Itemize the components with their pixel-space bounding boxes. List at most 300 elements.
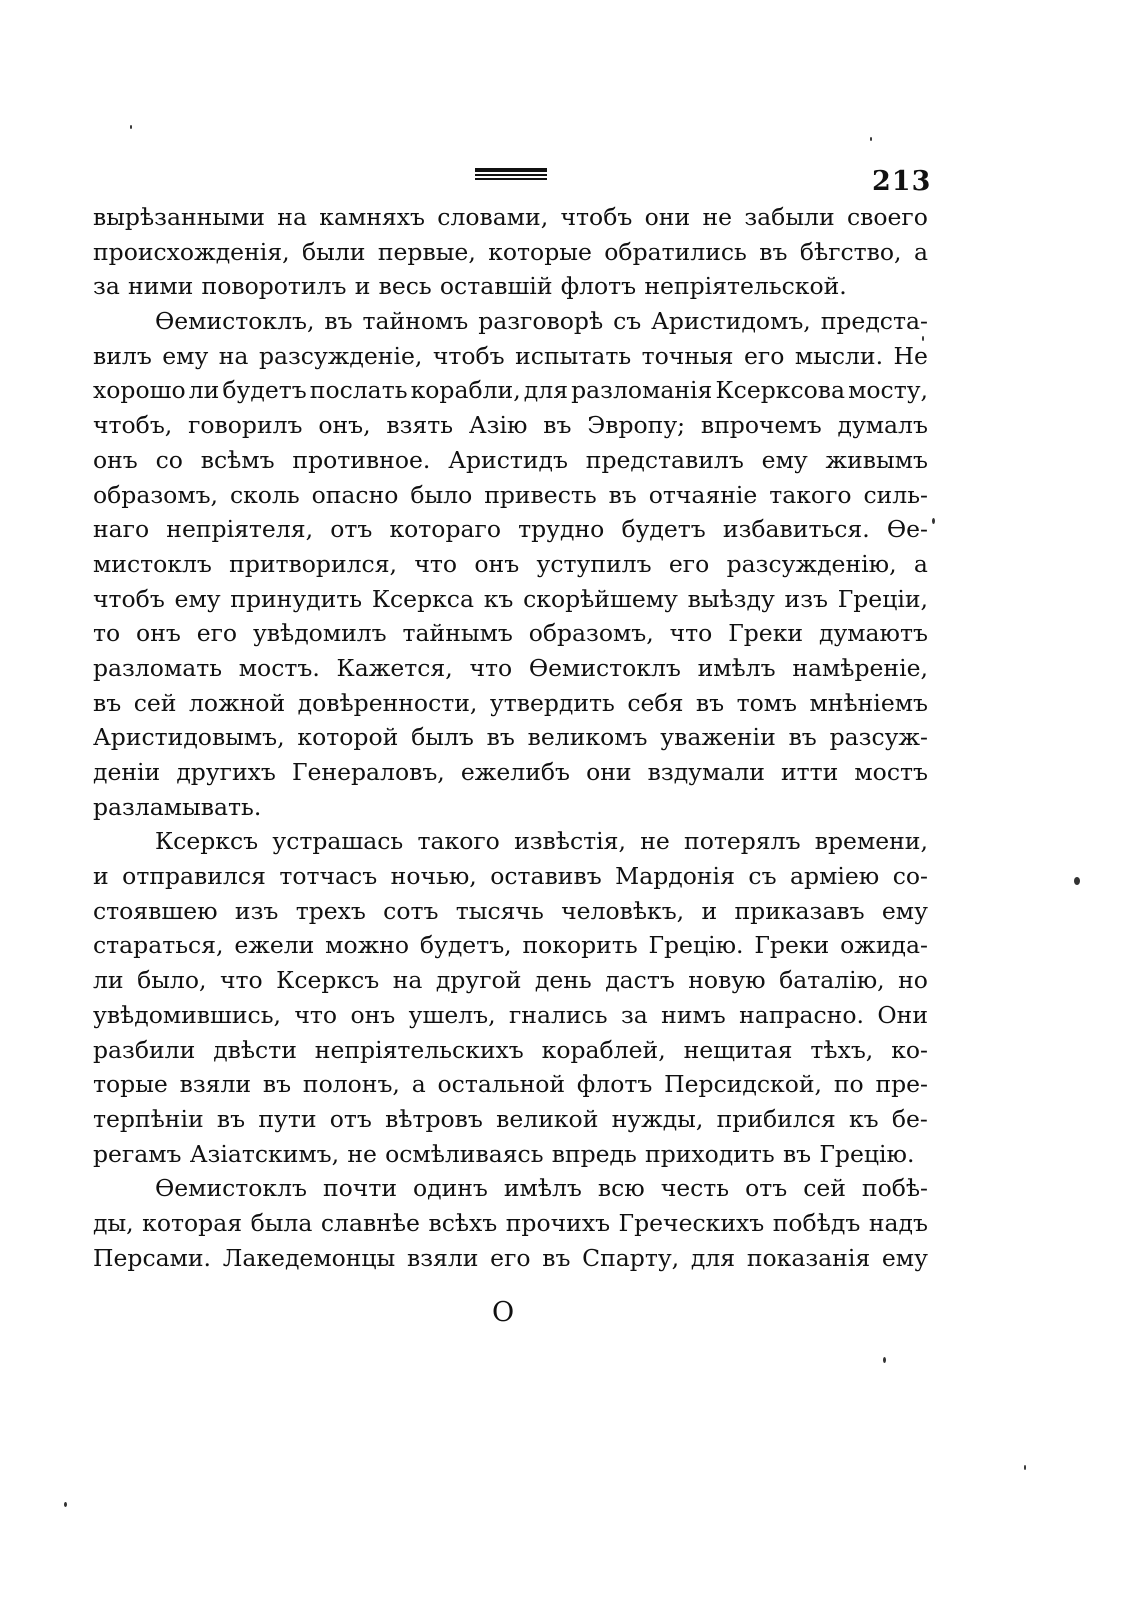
word: котораго (389, 515, 501, 544)
word: со (155, 445, 183, 474)
word: его (196, 619, 238, 648)
word: за (620, 1000, 648, 1029)
word: ему (881, 1243, 928, 1272)
word: въ (782, 1139, 812, 1168)
word: сколь (229, 480, 300, 509)
word: весь (378, 272, 432, 301)
text-line (93, 616, 928, 651)
word: Аристидовымъ, (93, 723, 285, 752)
print-speck (1024, 1465, 1026, 1470)
word: опасно (311, 480, 399, 509)
word: было, (137, 966, 207, 995)
word: Греки (728, 619, 804, 648)
print-speck (870, 137, 872, 141)
word: въ (542, 1243, 571, 1272)
word: нещитая (683, 1035, 793, 1064)
word: разсужденію, (726, 549, 897, 578)
word: ему (881, 896, 928, 925)
word: нимъ (661, 1000, 726, 1029)
text-line (93, 998, 928, 1033)
word: мостъ. (238, 653, 320, 682)
word: онъ (136, 619, 181, 648)
word: а (913, 237, 928, 266)
word: ежелибъ (460, 758, 570, 786)
word: Лакедемонцы (222, 1243, 396, 1272)
word: впрочемъ (700, 411, 822, 440)
word: впредь (551, 1139, 637, 1168)
word: будетъ, (419, 931, 512, 960)
word: всѣмъ (200, 445, 275, 474)
word: всю (597, 1174, 645, 1203)
word: разбили (93, 1035, 196, 1064)
word: поворотилъ (201, 272, 347, 301)
word: въ (324, 307, 353, 336)
word: имѣлъ (503, 1174, 582, 1203)
text-line (93, 547, 928, 582)
word: происхожденія, (93, 237, 290, 266)
text-line (93, 512, 928, 547)
text-line (93, 1241, 928, 1276)
word: по (833, 1070, 864, 1099)
word: ними (128, 272, 194, 301)
rule-line-middle (475, 174, 547, 176)
word: трудно (518, 515, 605, 544)
word: намѣреніе, (792, 653, 928, 682)
text-line (93, 443, 928, 478)
text-line (93, 720, 928, 755)
word: образомъ, (528, 619, 654, 648)
catchword: О (492, 1297, 515, 1328)
word: Ксерксова (715, 376, 846, 405)
word: но (898, 966, 928, 995)
word: разсуж- (829, 723, 928, 752)
word: съ (748, 862, 777, 891)
word: остальной (437, 1070, 566, 1099)
word: взять (386, 411, 454, 440)
word: обратились (604, 237, 747, 266)
word: чтобъ (560, 203, 633, 231)
word: онъ (474, 549, 520, 578)
word: Спарту, (582, 1243, 680, 1272)
word: ложной (188, 688, 286, 717)
text-line (93, 894, 928, 929)
word: приходить (645, 1139, 775, 1168)
word: тайномъ (362, 307, 469, 336)
word: ему (761, 445, 808, 474)
word: мистоклъ (93, 549, 212, 578)
word: вздумали (647, 758, 765, 786)
word: флотъ (560, 272, 637, 301)
word: на (218, 341, 249, 370)
word: Персами. (93, 1243, 212, 1272)
word: стоявшею (93, 896, 218, 925)
word: которые (488, 237, 592, 266)
word: что (219, 966, 263, 995)
word: надъ (868, 1208, 928, 1237)
word: говорилъ (188, 411, 303, 440)
word: мнѣніемъ (809, 688, 928, 717)
word: къ (848, 1104, 879, 1133)
word: сей (803, 1174, 846, 1203)
word: вырѣзанными (93, 203, 265, 231)
word: день (534, 966, 592, 995)
word: притворился, (229, 549, 398, 578)
text-line (93, 755, 928, 790)
word: въ (216, 1104, 246, 1133)
word: они (586, 758, 632, 786)
print-speck (883, 1357, 886, 1363)
word: утвердить (489, 688, 615, 717)
word: Ѳемистоклъ (528, 653, 681, 682)
word: въ (608, 480, 637, 509)
word: вѣтровъ (385, 1104, 483, 1133)
word: непріятельскихъ (314, 1035, 524, 1064)
word: Греческихъ (618, 1208, 765, 1237)
rule-line-top (475, 168, 547, 172)
word: словами, (437, 203, 549, 231)
word: представилъ (585, 445, 744, 474)
word: отправился (122, 862, 266, 891)
word: Не (893, 341, 928, 370)
word: привесть (484, 480, 597, 509)
paragraph-first-line (93, 1171, 928, 1206)
word: въ (262, 1070, 292, 1099)
word: Грецію. (648, 931, 744, 960)
word: въ (93, 688, 122, 717)
word: можно (325, 931, 410, 960)
word: Ксеркса (371, 584, 474, 613)
word: Грецію. (819, 1139, 915, 1168)
word: разломать (93, 653, 223, 682)
text-line (93, 686, 928, 721)
text-line (93, 269, 928, 304)
word: для (690, 1243, 736, 1272)
word: своего (846, 203, 928, 231)
text-line (93, 1033, 928, 1068)
word: Аристидомъ, (651, 307, 811, 336)
word: двѣсти (213, 1035, 297, 1064)
word: выѣзду (687, 584, 775, 613)
word: къ (483, 584, 514, 613)
word: въ (543, 411, 572, 440)
word: въ (759, 237, 788, 266)
word: устрашась (272, 827, 404, 856)
word: Азіатскимъ, (189, 1139, 340, 1168)
word: въ (486, 723, 515, 752)
word: корабли, (410, 376, 521, 405)
word: непріятельской. (644, 272, 847, 301)
word: напрасно. (739, 1000, 864, 1029)
word: камняхъ (319, 203, 425, 231)
word: ушелъ, (408, 1000, 496, 1029)
word: увѣдомилъ (252, 619, 387, 648)
word: потерялъ (684, 827, 801, 856)
word: взяли (179, 1070, 252, 1099)
text-line (93, 790, 928, 825)
word: а (913, 549, 928, 578)
word: была (250, 1208, 313, 1237)
word: довѣренности, (297, 688, 478, 717)
print-speck (932, 518, 935, 524)
word: другой (435, 966, 522, 995)
page-number: 213 (872, 166, 932, 197)
word: противное. (292, 445, 431, 474)
word: прочихъ (505, 1208, 611, 1237)
word: уваженіи (660, 723, 776, 752)
word: Азію (468, 411, 528, 440)
word: сотъ (383, 896, 439, 925)
word: ли (188, 376, 220, 405)
text-line (93, 1206, 928, 1241)
word: ко- (891, 1035, 928, 1064)
word: чтобъ (93, 584, 165, 613)
word: великой (496, 1104, 599, 1133)
word: томъ (736, 688, 798, 717)
word: отчаяніе (648, 480, 758, 509)
word: пути (258, 1104, 317, 1133)
word: мосту, (848, 376, 928, 405)
rule-line-bottom (475, 178, 547, 180)
word: оставивъ (490, 862, 602, 891)
word: на (392, 966, 423, 995)
word: что (669, 619, 713, 648)
word: флотъ (576, 1070, 653, 1099)
word: которой (297, 723, 399, 752)
word: силь- (863, 480, 928, 509)
text-line (93, 1067, 928, 1102)
text-line (93, 582, 928, 617)
word: Греціи, (837, 584, 928, 613)
word: отъ (745, 1174, 788, 1203)
word: баталію, (779, 966, 885, 995)
word: хорошо (93, 376, 186, 405)
word: такого (417, 827, 500, 856)
word: Ксерксъ (155, 827, 259, 856)
word: бе- (891, 1104, 928, 1133)
word: побѣ- (861, 1174, 928, 1203)
word: извѣстія, (514, 827, 626, 856)
word: съ (613, 307, 642, 336)
header-ornamental-rule (475, 168, 547, 182)
word: что (469, 653, 513, 682)
word: въ (788, 723, 817, 752)
word: разломанія (571, 376, 713, 405)
word: ему (174, 584, 221, 613)
word: наго (93, 515, 150, 544)
word: времени, (814, 827, 928, 856)
word: другихъ (176, 758, 276, 786)
word: регамъ (93, 1139, 182, 1168)
word: ли (93, 966, 124, 995)
text-line (93, 928, 928, 963)
word: полонъ, (302, 1070, 400, 1099)
text-line (93, 963, 928, 998)
word: трехъ (295, 896, 366, 925)
word: и (93, 862, 109, 891)
word: такого (769, 480, 852, 509)
word: разговорѣ (478, 307, 604, 336)
word: и (701, 896, 718, 925)
word: пре- (875, 1070, 928, 1099)
word: оставшій (439, 272, 553, 301)
word: то (93, 619, 121, 648)
print-speck (130, 125, 132, 129)
text-line (93, 1102, 928, 1137)
word: арміею (790, 862, 880, 891)
word: на (277, 203, 307, 231)
word: его (490, 1243, 531, 1272)
word: осмѣливаясь (385, 1139, 544, 1168)
paragraph-first-line (93, 824, 928, 859)
word: Персидской, (664, 1070, 822, 1099)
text-line (93, 1137, 928, 1172)
body-text (93, 200, 928, 1275)
word: мостъ (854, 758, 928, 786)
word: а (411, 1070, 426, 1099)
word: ды, (93, 1208, 134, 1237)
word: онъ, (318, 411, 371, 440)
word: одинъ (412, 1174, 488, 1203)
word: въ (695, 688, 725, 717)
word: онъ (350, 1000, 396, 1029)
word: Мардонія (615, 862, 735, 891)
print-speck (64, 1502, 67, 1507)
word: побѣдъ (772, 1208, 861, 1237)
word: чтобъ (432, 341, 505, 370)
word: показанія (746, 1243, 871, 1272)
word: были (301, 237, 366, 266)
word: покорить (522, 931, 638, 960)
word: честь (660, 1174, 730, 1203)
word: кораблей, (541, 1035, 666, 1064)
word: бѣгство, (799, 237, 902, 266)
word: изъ (784, 584, 828, 613)
word: торые (93, 1070, 168, 1099)
word: новую (688, 966, 766, 995)
word: вилъ (93, 341, 152, 370)
word: было (410, 480, 473, 509)
word: скорѣйшему (523, 584, 678, 613)
word: живымъ (825, 445, 928, 474)
word: что (414, 549, 458, 578)
word: отъ (329, 1104, 372, 1133)
word: изъ (234, 896, 279, 925)
word: что (294, 1000, 338, 1029)
word: будетъ (222, 376, 307, 405)
word: его (743, 341, 785, 370)
word: Ѳемистоклъ, (155, 307, 315, 336)
word: чтобъ, (93, 411, 173, 440)
word: со- (892, 862, 928, 891)
word: отъ (330, 515, 373, 544)
word: его (668, 549, 710, 578)
word: тѣхъ, (810, 1035, 874, 1064)
word: забыли (744, 203, 835, 231)
word: прибился (716, 1104, 836, 1133)
word: ежели (234, 931, 315, 960)
print-speck (922, 336, 924, 341)
paragraph-first-line (93, 304, 928, 339)
word: не (640, 827, 670, 856)
word: ожида- (840, 931, 928, 960)
word: думалъ (837, 411, 928, 440)
text-line (93, 478, 928, 513)
word: тайнымъ (402, 619, 513, 648)
word: итти (780, 758, 839, 786)
text-line (93, 373, 928, 408)
word: они (644, 203, 691, 231)
word: Кажется, (336, 653, 453, 682)
word: уступилъ (536, 549, 652, 578)
word: стараться, (93, 931, 224, 960)
word: почти (322, 1174, 397, 1203)
word: испытать (515, 341, 632, 370)
word: Генераловъ, (291, 758, 445, 786)
word: Ѳе- (886, 515, 928, 544)
word: дастъ (605, 966, 675, 995)
word: избавиться. (722, 515, 870, 544)
word: первые, (377, 237, 476, 266)
word: предста- (820, 307, 928, 336)
word: разсужденіе, (258, 341, 423, 370)
word: за (93, 272, 120, 301)
text-line (93, 651, 928, 686)
word: гнались (508, 1000, 608, 1029)
print-speck (1074, 877, 1080, 885)
word: точныя (641, 341, 734, 370)
word: образомъ, (93, 480, 219, 509)
word: тысячь (455, 896, 544, 925)
word: и (354, 272, 371, 301)
word: былъ (411, 723, 474, 752)
word: взяли (406, 1243, 479, 1272)
word: ночью, (390, 862, 477, 891)
word: нужды, (611, 1104, 704, 1133)
word: принудить (230, 584, 363, 613)
word: увѣдомившись, (93, 1000, 281, 1029)
word: великомъ (527, 723, 648, 752)
word: всѣхъ (428, 1208, 498, 1237)
word: для (523, 376, 569, 405)
word: имѣлъ (697, 653, 776, 682)
word: разламывать. (93, 792, 262, 821)
text-line (93, 235, 928, 270)
word: будетъ (621, 515, 706, 544)
word: Эвропу; (587, 411, 686, 440)
word: мысли. (794, 341, 884, 370)
word: сей (133, 688, 177, 717)
text-line (93, 859, 928, 894)
word: тотчасъ (279, 862, 378, 891)
word: себя (627, 688, 684, 717)
word: Ѳемистоклъ (155, 1174, 307, 1203)
word: терпѣніи (93, 1104, 204, 1133)
word: думаютъ (818, 619, 928, 648)
text-line (93, 408, 928, 443)
word: приказавъ (734, 896, 865, 925)
word: послать (309, 376, 408, 405)
word: деніи (93, 758, 161, 786)
text-line (93, 339, 928, 374)
word: ему (162, 341, 209, 370)
word: Они (877, 1000, 928, 1029)
word: славнѣе (320, 1208, 420, 1237)
word: человѣкъ, (561, 896, 685, 925)
word: Ксерксъ (276, 966, 380, 995)
word: не (347, 1139, 377, 1168)
word: не (702, 203, 733, 231)
word: которая (142, 1208, 243, 1237)
